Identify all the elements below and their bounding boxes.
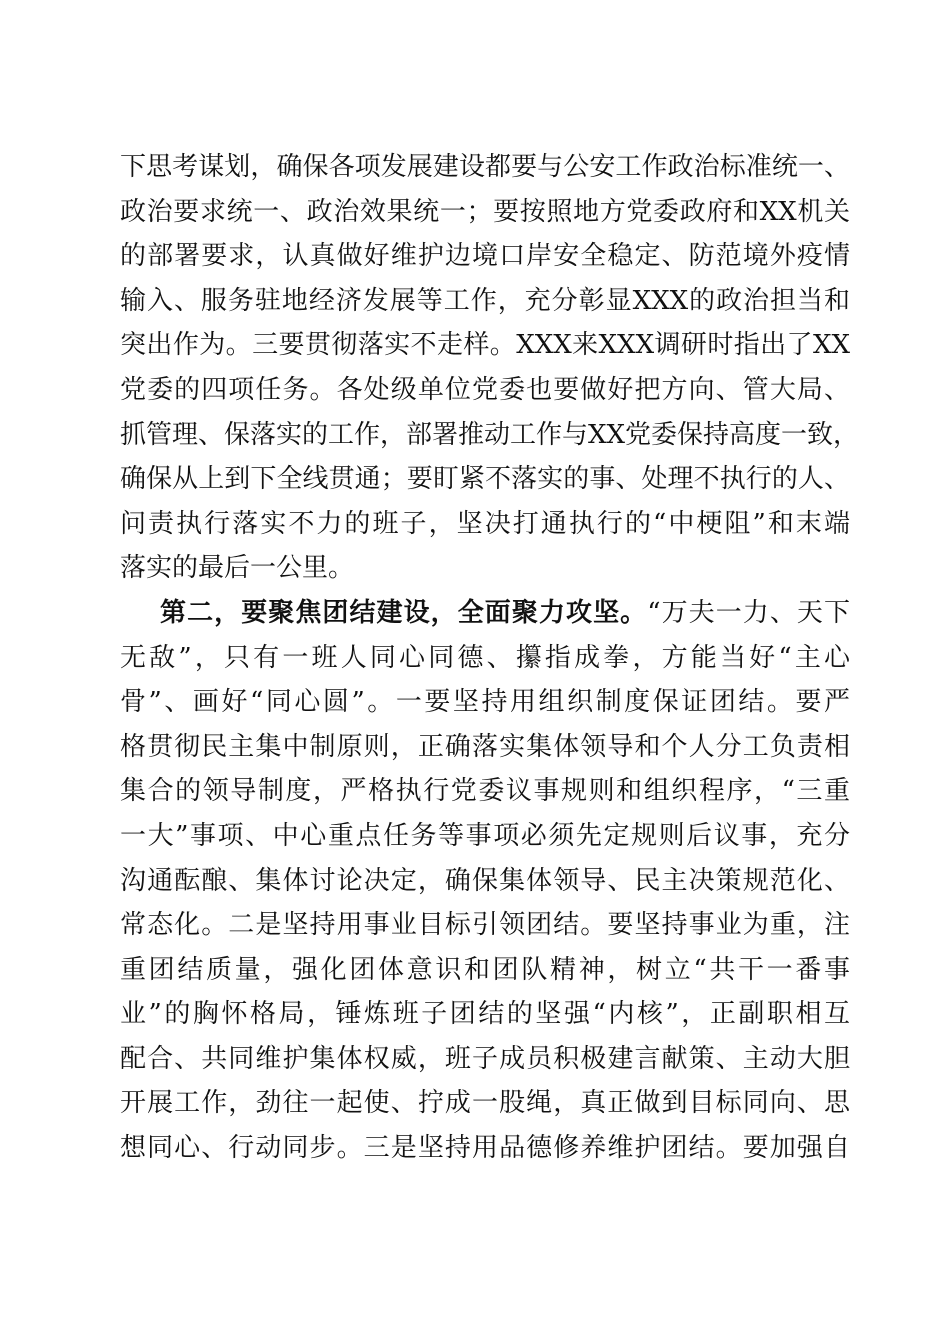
text-line: 一大”事项、中心重点任务等事项必须先定规则后议事，充分: [120, 820, 850, 851]
text-line: 问责执行落实不力的班子，坚决打通执行的“中梗阻”和末端: [120, 508, 850, 539]
text-line: 常态化。二是坚持用事业目标引领团结。要坚持事业为重，注: [120, 910, 850, 941]
text-line: 的部署要求，认真做好维护边境口岸安全稳定、防范境外疫情: [120, 241, 850, 272]
text-line: 突出作为。三要贯彻落实不走样。XXX来XXX调研时指出了XX: [120, 330, 850, 361]
text-line: 无敌”，只有一班人同心同德、攥指成拳，方能当好“主心: [120, 642, 850, 673]
text-line: “万夫一力、天下: [647, 597, 850, 628]
text-line: 党委的四项任务。各处级单位党委也要做好把方向、管大局、: [120, 374, 850, 405]
section-paragraph-start: [120, 591, 850, 636]
body-text: [120, 145, 860, 1171]
text-line: 想同心、行动同步。三是坚持用品德修养维护团结。要加强自: [120, 1133, 850, 1164]
text-line: 沟通酝酿、集体讨论决定，确保集体领导、民主决策规范化、: [120, 865, 850, 896]
section-heading: 第二，要聚焦团结建设，全面聚力攻坚。: [160, 597, 648, 628]
text-line: 开展工作，劲往一起使、拧成一股绳，真正做到目标同向、思: [120, 1088, 850, 1119]
text-line: 政治要求统一、政治效果统一；要按照地方党委政府和XX机关: [120, 196, 850, 227]
text-line: 骨”、画好“同心圆”。一要坚持用组织制度保证团结。要严: [120, 687, 850, 718]
text-line: 下思考谋划，确保各项发展建设都要与公安工作政治标准统一、: [120, 152, 850, 182]
text-line: 集合的领导制度，严格执行党委议事规则和组织程序，“三重: [120, 776, 850, 807]
text-line: 输入、服务驻地经济发展等工作，充分彰显XXX的政治担当和: [120, 285, 850, 316]
text-line: 抓管理、保落实的工作，部署推动工作与XX党委保持高度一致，: [120, 419, 860, 450]
text-line: 重团结质量，强化团体意识和团队精神，树立“共干一番事: [120, 954, 850, 985]
text-line: 确保从上到下全线贯通；要盯紧不落实的事、处理不执行的人、: [120, 464, 850, 495]
text-line: 格贯彻民主集中制原则，正确落实集体领导和个人分工负责相: [120, 731, 850, 762]
text-line: 业”的胸怀格局，锤炼班子团结的坚强“内核”，正副职相互: [120, 999, 850, 1030]
text-line: 落实的最后一公里。: [120, 553, 355, 584]
text-line: 配合、共同维护集体权威，班子成员积极建言献策、主动大胆: [120, 1043, 850, 1074]
